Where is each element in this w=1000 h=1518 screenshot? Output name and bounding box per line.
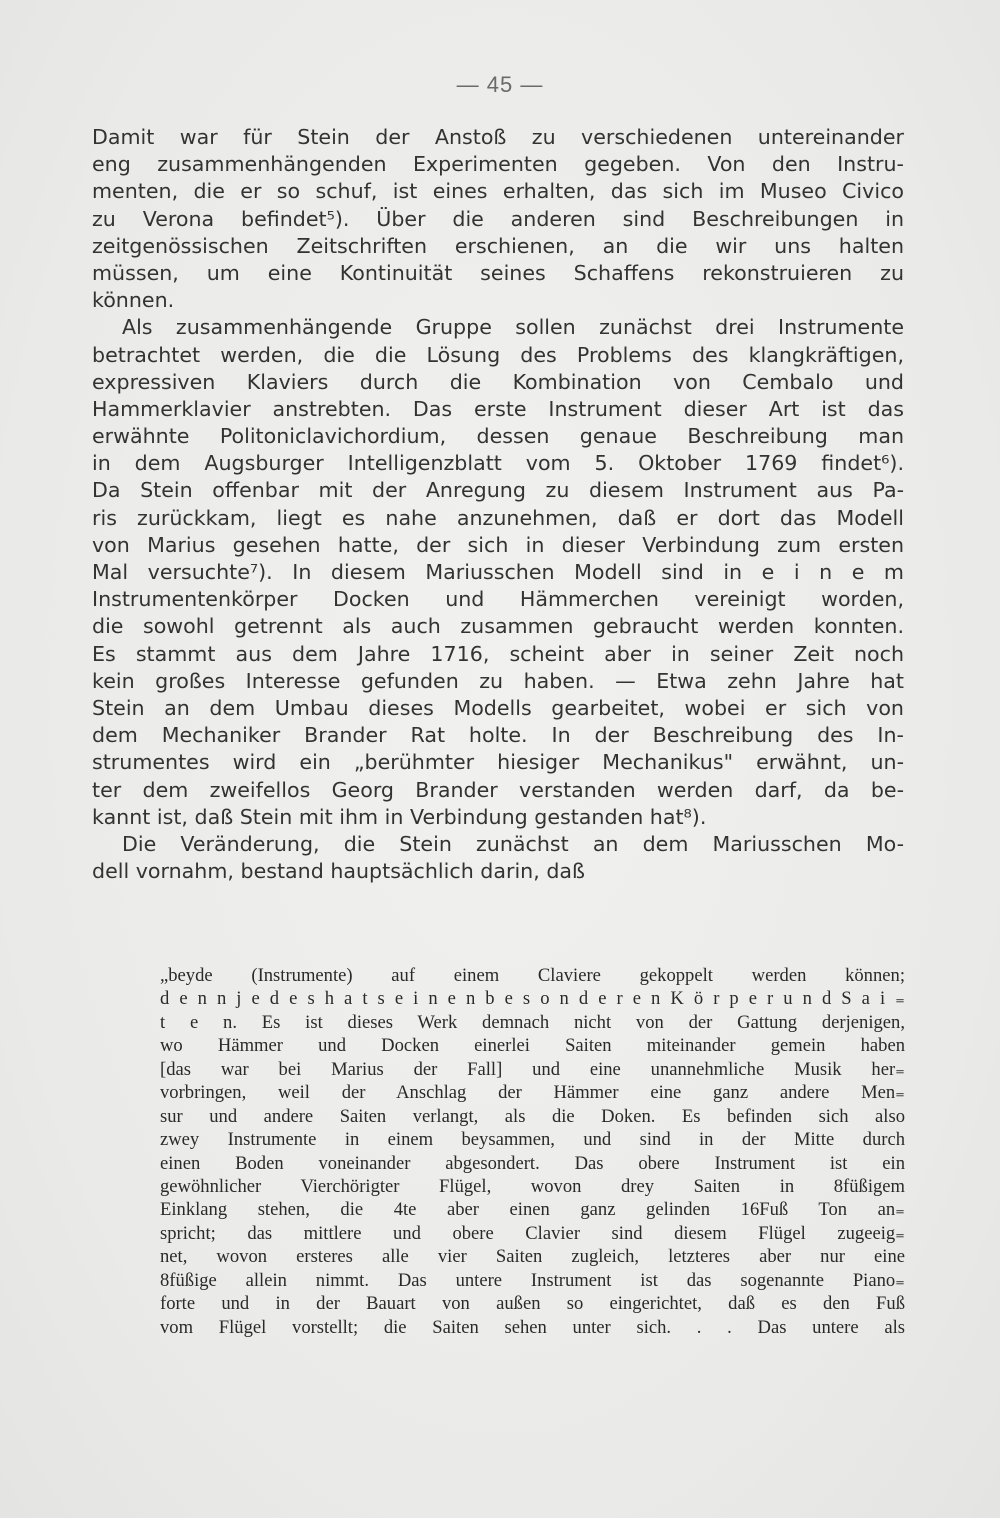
quote-line: d e n n j e d e s h a t s e i n e n b e s o n d e r e n K ö r p e r u n d S a i ₌	[160, 988, 905, 1010]
quote-line: vom Flügel vorstellt; die Saiten sehen unter sich. . . Das untere als	[160, 1316, 905, 1338]
text-line: expressiven Klaviers durch die Kombination von Cembalo und	[92, 369, 904, 394]
text-line: Hammerklavier anstrebten. Das erste Instrument dieser Art ist das	[92, 396, 904, 421]
quote-line: gewöhnlicher Vierchörigter Flügel, wovon drey Saiten in 8füßigem	[160, 1175, 905, 1197]
quote-line: wo Hämmer und Docken einerlei Saiten miteinander gemein haben	[160, 1035, 905, 1057]
quote-line: 8füßige allein nimmt. Das untere Instrument ist das sogenannte Piano₌	[160, 1269, 905, 1291]
text-line: in dem Augsburger Intelligenzblatt vom 5. Oktober 1769 findet⁶).	[92, 451, 904, 476]
quote-line: zwey Instrumente in einem beysammen, und sind in der Mitte durch	[160, 1129, 905, 1151]
paragraph	[92, 124, 904, 314]
quote-line: „beyde (Instrumente) auf einem Claviere gekoppelt werden können;	[160, 965, 905, 986]
text-line: eng zusammenhängenden Experimenten gegeben. Von den Instru-	[92, 152, 904, 177]
quote-line: [das war bei Marius der Fall] und eine unannehmliche Musik her₌	[160, 1058, 905, 1080]
text-line: strumentes wird ein „berühmter hiesiger Mechanikus" erwähnt, un-	[92, 750, 904, 775]
text-line: Damit war für Stein der Anstoß zu verschiedenen untereinander	[92, 125, 904, 149]
text-line: ris zurückkam, liegt es nahe anzunehmen, daß er dort das Modell	[92, 505, 904, 530]
block-quote	[160, 964, 905, 1339]
text-line: zeitgenössischen Zeitschriften erschienen, an die wir uns halten	[92, 233, 904, 258]
text-line: können.	[92, 288, 175, 313]
quote-line: vorbringen, weil der Anschlag der Hämmer eine ganz andere Men₌	[160, 1082, 905, 1104]
text-line: müssen, um eine Kontinuität seines Schaffens rekonstruieren zu	[92, 260, 904, 285]
text-line: erwähnte Politoniclavichordium, dessen genaue Beschreibung man	[92, 424, 904, 449]
text-line: zu Verona befindet⁵). Über die anderen sind Beschreibungen in	[92, 206, 904, 231]
page-number: — 45 —	[456, 72, 544, 97]
quote-line: forte und in der Bauart von außen so eingerichtet, daß es den Fuß	[160, 1293, 905, 1315]
text-line: dem Mechaniker Brander Rat holte. In der Beschreibung des In-	[92, 723, 904, 748]
text-line: kannt ist, daß Stein mit ihm in Verbindung gestanden hat⁸).	[92, 804, 707, 829]
quote-line: t e n. Es ist dieses Werk demnach nicht von der Gattung derjenigen,	[160, 1011, 905, 1033]
paragraph	[92, 831, 904, 885]
text-line: menten, die er so schuf, ist eines erhalten, das sich im Museo Civico	[92, 179, 904, 204]
quote-line: Einklang stehen, die 4te aber einen ganz gelinden 16Fuß Ton an₌	[160, 1199, 905, 1221]
text-line: ter dem zweifellos Georg Brander verstanden werden darf, da be-	[92, 777, 904, 802]
quote-line: einen Boden voneinander abgesondert. Das obere Instrument ist ein	[160, 1152, 905, 1174]
body-text	[92, 124, 904, 885]
text-line: kein großes Interesse gefunden zu haben. — Etwa zehn Jahre hat	[92, 668, 904, 693]
text-line: Stein an dem Umbau dieses Modells gearbeitet, wobei er sich von	[92, 695, 904, 720]
quote-line: spricht; das mittlere und obere Clavier sind diesem Flügel zugeeig₌	[160, 1222, 905, 1244]
text-line: Als zusammenhängende Gruppe sollen zunächst drei Instrumente	[122, 315, 904, 340]
text-line: betrachtet werden, die die Lösung des Problems des klangkräftigen,	[92, 342, 904, 367]
text-line: die sowohl getrennt als auch zusammen gebraucht werden konnten.	[92, 614, 904, 639]
quote-line: net, wovon ersteres alle vier Saiten zugleich, letzteres aber nur eine	[160, 1246, 905, 1268]
quote-line: sur und andere Saiten verlangt, als die Doken. Es befinden sich also	[160, 1105, 905, 1127]
text-line: von Marius gesehen hatte, der sich in dieser Verbindung zum ersten	[92, 532, 904, 557]
text-line: Es stammt aus dem Jahre 1716, scheint aber in seiner Zeit noch	[92, 641, 904, 666]
text-line: Instrumentenkörper Docken und Hämmerchen vereinigt worden,	[92, 587, 904, 612]
text-line: Da Stein offenbar mit der Anregung zu diesem Instrument aus Pa-	[92, 478, 904, 503]
text-line: Mal versuchte⁷). In diesem Mariusschen Modell sind in e i n e m	[92, 560, 904, 584]
text-line: dell vornahm, bestand hauptsächlich darin, daß	[92, 859, 585, 884]
text-line: Die Veränderung, die Stein zunächst an dem Mariusschen Mo-	[122, 831, 904, 856]
paragraph	[92, 314, 904, 831]
